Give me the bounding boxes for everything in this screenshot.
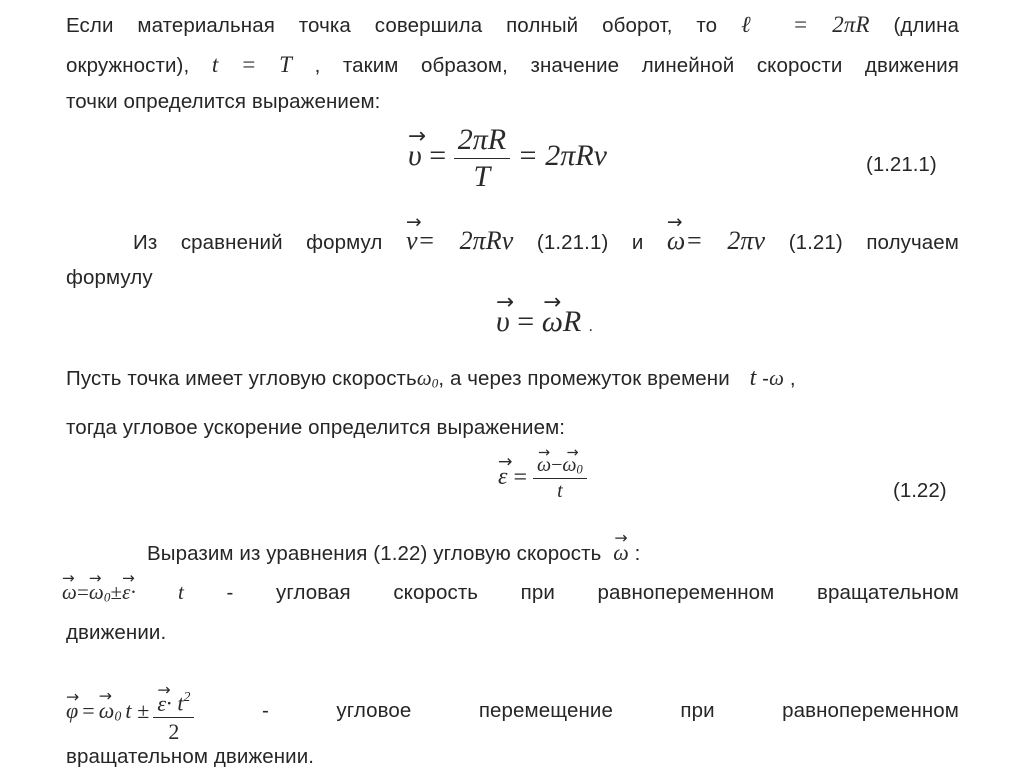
- line5-tail: (1.21) получаем: [788, 231, 959, 254]
- formula-v-omega-r: [496, 305, 593, 339]
- formula-angular-displacement: [66, 680, 194, 743]
- text-line-3: точки определится выражением:: [66, 90, 381, 113]
- formula-angular-acceleration: [498, 455, 587, 502]
- fraction-numerator: [153, 680, 194, 718]
- line11-text: Выразим из уравнения (1.22) угловую скорость: [147, 542, 602, 565]
- v-rhs: = 2πRν: [417, 226, 514, 255]
- line8-text: Пусть точка имеет угловую скорость: [66, 367, 417, 390]
- radius-symbol: R: [562, 305, 582, 338]
- line2-text: окружности),: [66, 54, 190, 77]
- omega-subscript: 0: [103, 589, 111, 605]
- epsilon-vector: → ε: [498, 464, 507, 491]
- omega-vector-inline: [613, 540, 629, 565]
- formula-angular-velocity: [62, 580, 184, 604]
- period-dot: .: [588, 318, 593, 335]
- text-line-14: [66, 680, 959, 743]
- equals-sign: =: [517, 305, 535, 338]
- omega-subscript: 0: [576, 462, 583, 477]
- line5-text: Из сравнений формул: [133, 231, 383, 254]
- text-line-15: вращательном движении.: [66, 745, 315, 768]
- v-vector: → υ: [496, 305, 510, 339]
- velocity-vector: → υ: [408, 139, 422, 173]
- plus-minus-sign: ±: [110, 580, 123, 604]
- equals-sign: =: [76, 580, 89, 604]
- t-plus-minus: t ±: [125, 698, 150, 724]
- text-line-11: [147, 540, 847, 566]
- omega-vector: → ω: [537, 455, 551, 476]
- omega-symbol: ω: [769, 366, 785, 390]
- minus-sign: −: [551, 454, 563, 476]
- omega-zero-symbol: [417, 366, 439, 390]
- equals-sign: =: [513, 464, 528, 491]
- line1-tail: (длина: [893, 14, 960, 37]
- time-symbol: t: [749, 365, 757, 391]
- exponent: 2: [183, 689, 191, 704]
- line12-description: - угловая скорость при равнопеременном вращательном: [226, 581, 960, 604]
- omega-base: ω: [562, 454, 577, 476]
- omega-rhs: = 2πν: [685, 226, 766, 255]
- omega-subscript: 0: [431, 375, 439, 391]
- fraction-denominator: t: [557, 480, 563, 503]
- formula-linear-velocity: [408, 124, 607, 192]
- epsilon-vector: → ε: [122, 580, 130, 605]
- times-t: · t: [130, 580, 184, 604]
- line5-mid: (1.21.1) и: [536, 231, 644, 254]
- text-line-13: движении.: [66, 621, 167, 644]
- omega-base: ω: [88, 580, 104, 604]
- fraction-denominator: 2: [168, 718, 180, 744]
- dash: -: [762, 367, 770, 390]
- omega-base: ω: [416, 366, 432, 390]
- text-line-9: тогда угловое ускорение определится выражением:: [66, 416, 566, 439]
- v-vector: → v: [406, 226, 418, 256]
- inline-formula-v: [406, 226, 513, 255]
- omega-vector: → ω: [667, 226, 685, 256]
- omega-subscript: 0: [114, 708, 122, 724]
- line2-tail: , таким образом, значение линейной скорости движения: [314, 54, 960, 77]
- line1-text: Если материальная точка совершила полный оборот, то: [66, 14, 718, 37]
- fraction-numerator: 2πR: [454, 124, 510, 159]
- formula-rhs: = 2πRν: [517, 138, 607, 172]
- omega-zero-vector: [89, 580, 111, 606]
- times-t: · t: [166, 690, 184, 716]
- line8-mid: , а через промежуток времени: [438, 367, 730, 390]
- fraction-delta-omega-over-t: [533, 455, 587, 502]
- equation-number-1-22: (1.22): [893, 479, 947, 502]
- period-formula: t = T: [211, 52, 293, 77]
- text-line-6: формулу: [66, 266, 153, 289]
- line11-colon: :: [634, 542, 641, 565]
- text-line-2: [66, 52, 959, 78]
- omega-vector: → ω: [542, 305, 563, 339]
- equals-sign: =: [429, 138, 447, 172]
- fraction-eps-t2-over-2: [153, 680, 194, 743]
- omega-vector: → ω: [613, 540, 629, 566]
- text-line-8: [66, 365, 946, 392]
- phi-vector: → φ: [66, 698, 78, 724]
- omega-vector: → ω: [62, 580, 77, 605]
- fraction-2piR-over-T: [454, 124, 510, 192]
- line8-comma: ,: [789, 367, 796, 390]
- fraction-numerator: [533, 455, 587, 479]
- text-line-12: [62, 580, 959, 606]
- text-line-1: [66, 12, 959, 38]
- omega-zero-vector: [99, 698, 122, 725]
- circumference-formula: ℓ = 2πR: [741, 12, 870, 37]
- inline-formula-omega: [667, 226, 765, 255]
- line14-description: - угловое перемещение при равнопеременном: [261, 698, 959, 722]
- omega-base: ω: [98, 698, 115, 723]
- fraction-denominator: T: [473, 159, 491, 193]
- equals-sign: =: [82, 698, 95, 724]
- text-line-5: [133, 226, 959, 256]
- equation-number-1-21-1: (1.21.1): [866, 153, 937, 176]
- omega-zero-vector: [562, 455, 582, 476]
- epsilon-vector: → ε: [157, 692, 166, 715]
